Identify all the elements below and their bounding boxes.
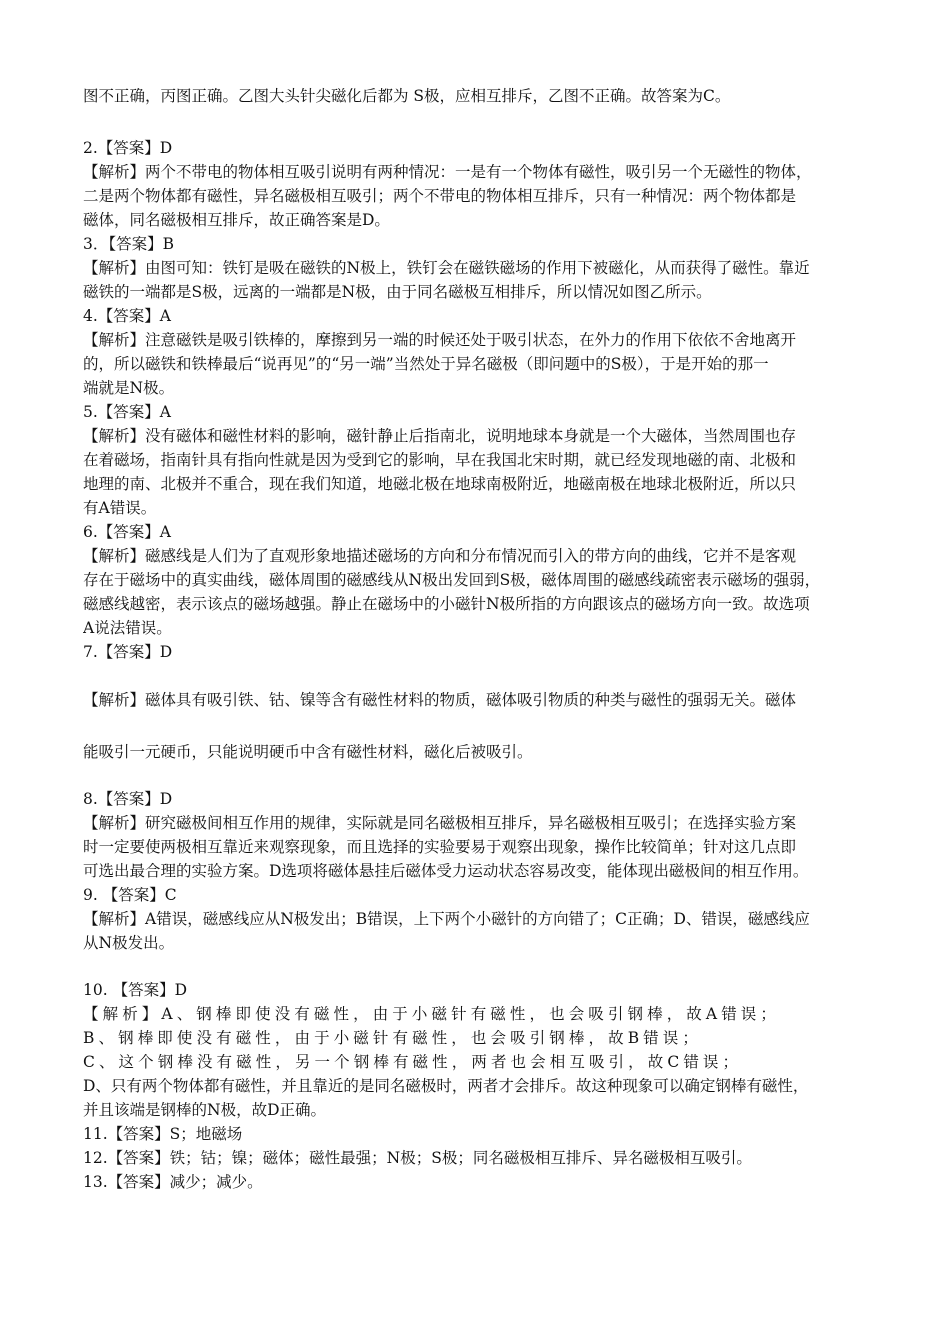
text-line: 存在于磁场中的真实曲线，磁体周围的磁感线从N极出发回到S极，磁体周围的磁感线疏密表示磁场的强弱， (83, 571, 821, 589)
text-line: 【解析】注意磁铁是吸引铁棒的，摩擦到另一端的时候还处于吸引状态，在外力的作用下依依不舍地离开 (83, 331, 797, 349)
answer-3-heading: 3．【答案】B (83, 235, 175, 253)
text-line: 【解析】没有磁体和磁性材料的影响，磁针静止后指南北，说明地球本身就是一个大磁体，当然周围也存 (83, 427, 797, 445)
text-line: 在着磁场，指南针具有指向性就是因为受到它的影响，早在我国北宋时期，就已经发现地磁的南、北极和 (83, 451, 797, 469)
answer-5-heading: 5.【答案】A (83, 403, 171, 421)
spacer (83, 712, 873, 740)
answer-document (83, 84, 873, 1194)
answer-7-heading: 7.【答案】D (83, 643, 173, 661)
text-line: 二是两个物体都有磁性，异名磁极相互吸引；两个不带电的物体相互排斥，只有一种情况：两个物体都是 (83, 187, 797, 205)
text-line: 磁铁的一端都是S极，远离的一端都是N极，由于同名磁极互相排斥，所以情况如图乙所示。 (83, 283, 712, 301)
text-line: 有A错误。 (83, 499, 157, 517)
answer-6-heading: 6.【答案】A (83, 523, 171, 541)
text-line: 从N极发出。 (83, 934, 175, 952)
text-line: 可选出最合理的实验方案。D选项将磁体悬挂后磁体受力运动状态容易改变，能体现出磁极间的相互作用。 (83, 862, 809, 880)
text-line: 【解析】A、钢棒即使没有磁性，由于小磁针有磁性，也会吸引钢棒，故A错误； (83, 1005, 780, 1023)
text-line: 【解析】磁体具有吸引铁、钴、镍等含有磁性材料的物质，磁体吸引物质的种类与磁性的强弱无关。磁体 (83, 691, 797, 709)
text-line: A说法错误。 (83, 619, 172, 637)
spacer (83, 108, 873, 136)
text-line: B、钢棒即使没有磁性，由于小磁针有磁性，也会吸引钢棒，故B错误； (83, 1029, 702, 1047)
spacer (83, 955, 873, 978)
text-line: 图不正确，丙图正确。乙图大头针尖磁化后都为 S极，应相互排斥，乙图不正确。故答案为C。 (83, 87, 731, 105)
text-line: 并且该端是钢棒的N极，故D正确。 (83, 1101, 326, 1119)
text-line: 的，所以磁铁和铁棒最后“说再见”的“另一端”当然处于异名磁极（即问题中的S极），于是开始的那一 (83, 355, 769, 373)
text-line: 磁感线越密，表示该点的磁场越强。静止在磁场中的小磁针N极所指的方向跟该点的磁场方向一致。故选项 (83, 595, 810, 613)
answer-11: 11.【答案】S；地磁场 (83, 1125, 243, 1143)
text-line: 时一定要使两极相互靠近来观察现象，而且选择的实验要易于观察出现象，操作比较简单；针对这几点即 (83, 838, 797, 856)
text-line: 【解析】A错误，磁感线应从N极发出；B错误，上下两个小磁针的方向错了；C正确；D、错误，磁感线应 (83, 910, 810, 928)
text-line: 【解析】磁感线是人们为了直观形象地描述磁场的方向和分布情况而引入的带方向的曲线，它并不是客观 (83, 547, 797, 565)
text-line: 地理的南、北极并不重合，现在我们知道，地磁北极在地球南极附近，地磁南极在地球北极附近，所以只 (83, 475, 797, 493)
answer-9-heading: 9. 【答案】C (83, 886, 177, 904)
text-line: 端就是N极。 (83, 379, 175, 397)
answer-10-heading: 10. 【答案】D (83, 981, 188, 999)
text-line: 能吸引一元硬币，只能说明硬币中含有磁性材料，磁化后被吸引。 (83, 743, 533, 761)
text-line: 【解析】研究磁极间相互作用的规律，实际就是同名磁极相互排斥，异名磁极相互吸引；在选择实验方案 (83, 814, 797, 832)
text-line: 【解析】两个不带电的物体相互吸引说明有两种情况：一是有一个物体有磁性，吸引另一个无磁性的物体， (83, 163, 812, 181)
spacer (83, 664, 873, 688)
spacer (83, 764, 873, 787)
answer-13: 13.【答案】减少；减少。 (83, 1173, 263, 1191)
text-line: D、只有两个物体都有磁性，并且靠近的是同名磁极时，两者才会排斥。故这种现象可以确定钢棒有磁性， (83, 1077, 809, 1095)
answer-12: 12.【答案】铁；钴；镍；磁体；磁性最强；N极；S极；同名磁极相互排斥、异名磁极相互吸引。 (83, 1149, 752, 1167)
answer-2-heading: 2.【答案】D (83, 139, 173, 157)
text-line: 【解析】由图可知：铁钉是吸在磁铁的N极上，铁钉会在磁铁磁场的作用下被磁化，从而获得了磁性。靠近 (83, 259, 810, 277)
answer-4-heading: 4.【答案】A (83, 307, 171, 325)
text-line: 磁体，同名磁极相互排斥，故正确答案是D。 (83, 211, 390, 229)
text-line: C、这个钢棒没有磁性，另一个钢棒有磁性，两者也会相互吸引，故C错误； (83, 1053, 743, 1071)
answer-8-heading: 8.【答案】D (83, 790, 173, 808)
